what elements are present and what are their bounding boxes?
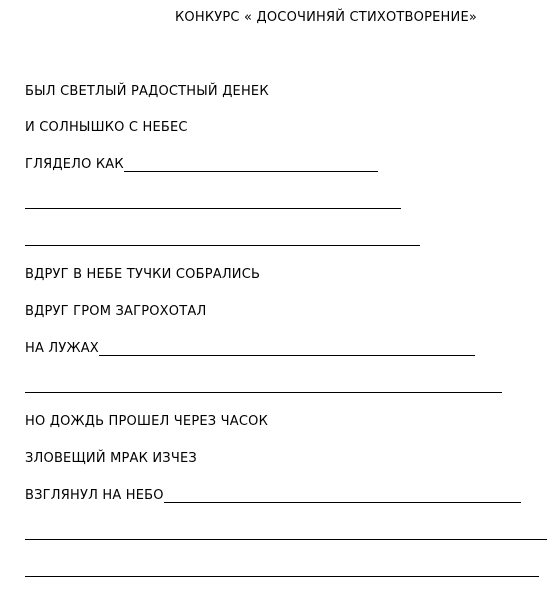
poem-line-10 bbox=[25, 414, 268, 432]
poem-line-13 bbox=[25, 525, 547, 543]
poem-line-5 bbox=[25, 231, 420, 249]
poem-line-11 bbox=[25, 451, 197, 469]
poem-line-2 bbox=[25, 120, 188, 138]
poem-line-9 bbox=[25, 378, 502, 396]
fill-in-blank[interactable] bbox=[99, 341, 475, 356]
poem-line-text: ВЗГЛЯНУЛ НА НЕБО bbox=[25, 488, 164, 503]
poem-line-text: ВДРУГ ГРОМ ЗАГРОХОТАЛ bbox=[25, 304, 207, 319]
fill-in-blank[interactable] bbox=[25, 562, 539, 577]
poem-line-12 bbox=[25, 488, 521, 506]
fill-in-blank[interactable] bbox=[25, 231, 420, 246]
poem-line-text: НА ЛУЖАХ bbox=[25, 341, 99, 356]
fill-in-blank[interactable] bbox=[124, 157, 378, 172]
poem-line-text: И СОЛНЫШКО С НЕБЕС bbox=[25, 120, 188, 135]
fill-in-blank[interactable] bbox=[25, 378, 502, 393]
poem-line-6 bbox=[25, 267, 260, 285]
fill-in-blank[interactable] bbox=[25, 194, 401, 209]
poem-line-text: НО ДОЖДЬ ПРОШЕЛ ЧЕРЕЗ ЧАСОК bbox=[25, 414, 268, 429]
fill-in-blank[interactable] bbox=[164, 488, 521, 503]
page-title: КОНКУРС « ДОСОЧИНЯЙ СТИХОТВОРЕНИЕ» bbox=[175, 10, 478, 25]
poem-line-1 bbox=[25, 84, 269, 102]
poem-line-14 bbox=[25, 562, 539, 580]
poem-line-4 bbox=[25, 194, 401, 212]
poem-line-8 bbox=[25, 341, 475, 359]
fill-in-blank[interactable] bbox=[25, 525, 547, 540]
poem-line-text: ВДРУГ В НЕБЕ ТУЧКИ СОБРАЛИСЬ bbox=[25, 267, 261, 282]
poem-line-3 bbox=[25, 157, 378, 175]
poem-line-text: БЫЛ СВЕТЛЫЙ РАДОСТНЫЙ ДЕНЕК bbox=[25, 84, 269, 99]
poem-line-text: ЗЛОВЕЩИЙ МРАК ИЗЧЕЗ bbox=[25, 451, 197, 466]
poem-line-text: ГЛЯДЕЛО КАК bbox=[25, 157, 124, 172]
poem-line-7 bbox=[25, 304, 206, 322]
